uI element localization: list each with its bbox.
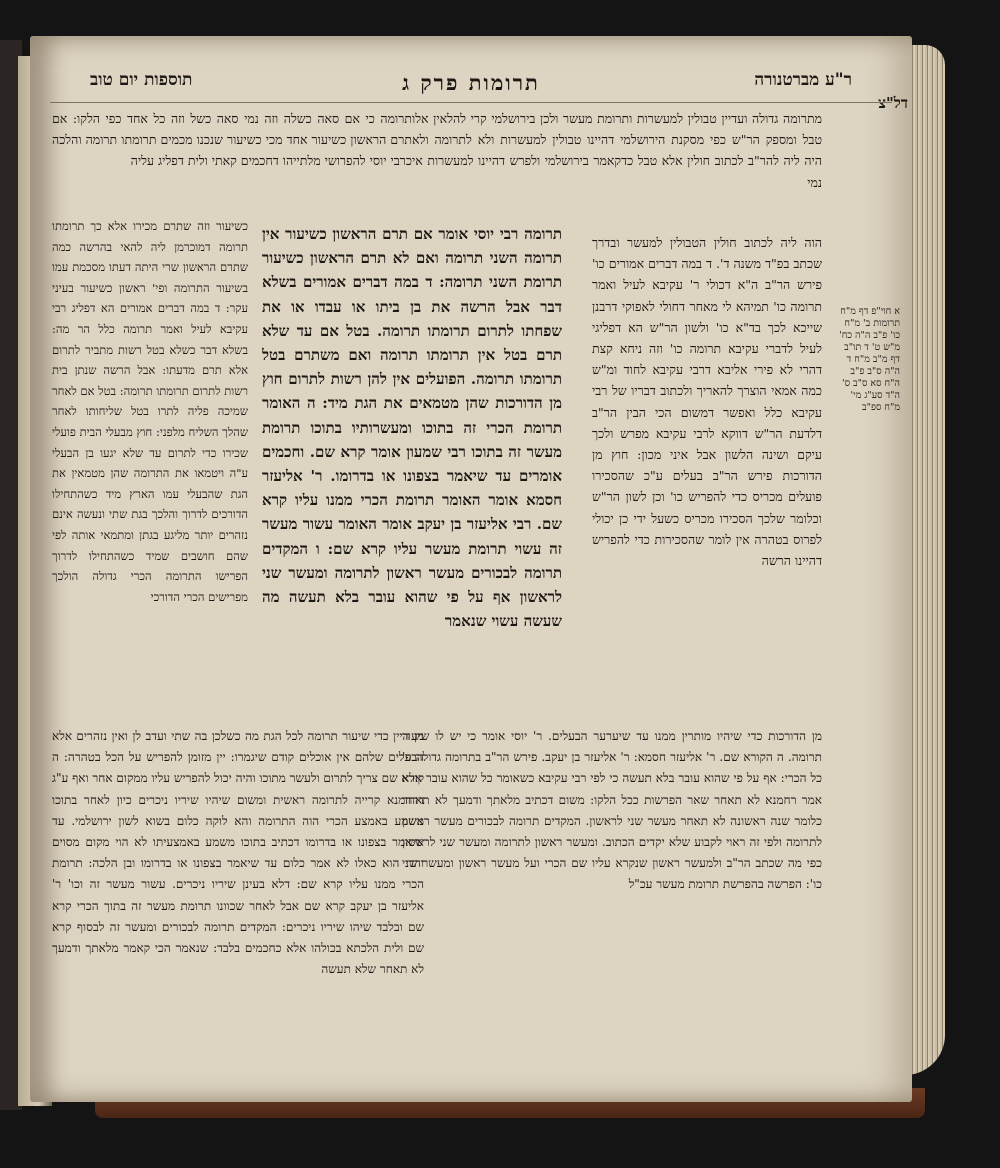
marginal-references: א חוי"פ דף מ"ח תרומות ב' מ"ח כו' פ"ב ה"ה כח' מ"ש ט' ד תו"ב דף מ"ב מ"ח ד ה"ה ס"ב פ"ב ה"ח סא ס"ב ס' ה"ד סע"ג מי' מ"ח ספ"ב [839,306,900,413]
bartenura-top-block: מתרומה גדולה ועדיין טבולין למעשרות ותרומת מעשר ולכן בירושלמי קרי להלאין אלו טבל ומספק הר"ש כפי מסקנת הירושלמי דהיינו טבולין למעשרות ולא לתרומה ולא היה ליה להר"ב לכתוב חולין אלא טבל כדקאמר בירושלמי ולפרש דהיינו למעשרות אי נמי [412,111,822,190]
bartenura-bottom-block: מן הדורכות כדי שיהיו מותרין ממנו עד שיערער הבעלים. ר' יוסי אומר כי יש לו שיעור תרומה. ה הקורא שם. ר' אליעזר חסמא: ר' אליעזר בן יעקב. פירש הר"ב בתרומה גדולה פ' כל הכרי: אף על פי שהוא עובר בלא תעשה כי לפי רבי עקיבא כשאומר כל שהוא עובר אלא אמר רחמנא לא תאחר שאר הפרשות ככל הלקו: משום דכתיב מלאתך ודמעך לא תאחר כלומר שנה ראשונה לא תאחר מעשר שני לראשון. המקדים תרומה לבכורים מעשר ראשון לתרומה ולפי זה ראוי לקבוע שלא יקדים הכתוב. ומעשר ראשון לתרומה ומעשר שני לראשון כפי מה שכתב הר"ב ולמעשר ראשון שנקרא עליו שם הכרי ועל מעשר ראשון ומעשר שני כו': הפרשה בהפרשת תרומת מעשר עכ"ל [402,729,822,892]
header-rule [50,102,892,103]
header-commentary-right: ר"ע מברטנורה [754,70,852,90]
mishna-main-text: תרומה רבי יוסי אומר אם תרם הראשון כשיעור אין תרומה השני תרומה ואם לא תרם הראשון כשיעור תרומת השני תרומה: ד במה דברים אמורים בשלא דבר אבל הרשה את בן ביתו או עבדו או את שפחתו לתרום תרומתו תרומה. בטל אם עד שלא תרם בטל אין תרומתו תרומה ואם משתרם בטל תרומתו תרומה. הפועלים אין להן רשות לתרום חוץ מן הדורכות שהן מטמאים את הגת מיד: ה האומר תרומת הכרי זה בתוכו ומעשרותיו בתוכו תרומת מעשר זה בתוכו רבי שמעון אומר קרא שם. וחכמים אומרים עד שיאמר בצפונו או בדרומו. ר' אליעזר חסמא אומר האומר תרומת הכרי ממנו עליו קרא שם. רבי אליעזר בן יעקב אומר האומר עשור מעשר זה עשוי תרומת מעשר עליו קרא שם: ו המקדים תרומה לבכורים מעשר ראשון לתרומה ומעשר שני לראשון אף על פי שהוא עובר בלא תעשה מה שעשה עשוי שנאמר [262,225,562,631]
talmud-page [30,36,912,1102]
tosafot-top-block: תרומה כי אם סאה כשלה וזה נמי סאה כשל וזה כל אחד כפי הלקו: אם תרם הראשון כשיעור אחד מכי כשיעור שנכנו מכמים תרומתו תרומה והלכה כרבי יוסי להפרושי מלתייהו דחכמים קאתי ולית דפליג עליה [52,111,412,169]
tosafot-bottom-block: מן היין כדי שיעור תרומה לכל הגת מה כשלכן בה שתי ועדב לן ואין נזהרים אלא הבעלים שלהם אין אוכלים קודם שיגמרו: יין מזומן להפריש על הכל בטהרה: ה קורא שם צריך לתרום ולעשר מתוכו והיה יכול להפריש עליו ממקום אחר ואף ע"ג דרחמנא קרייה לתרומה ראשית ומשום שיהיו שיריו ניכרים כיון לאחר בתוכו משמע באמצע הכרי הוה התרומה והא לוקה כלום בשוא לשון ירושלמי. עד שיאמר בצפונו או בדרומו דכתיב בתוכו משמע באמצעיתו לא הוי מקום מסוים והרי הוא כאלו לא אמר כלום עד שיאמר בצפונו או בדרומו ובן הלכה: תרומת הכרי ממנו עליו קרא שם: דלא בעינן שיריו ניכרים. עשור מעשר זה וכו' ר' אליעזר בן יעקב קרא שם אבל לאחר שכוונו תרומת מעשר זה בתוך הכרי קרא שם ובלבד שיהו שיריו ניכרים: המקדים תרומה לבכורים ומעשר זה לבסוף קרא שם ולית הלכתא בכולהו אלא כחכמים בלבד: שנאמר הכי קאמר מלאתך ודמעך לא תאחר שלא תעשה [52,729,424,977]
bartenura-commentary-column: הוה ליה לכתוב חולין הטבולין למעשר ובדרך שכתב בפ"ד משנה ד'. ד במה דברים אמורים כו' פירש הר"ב ה"א דכולי ר' עקיבא לעיל ואמר תרומה כו' תמיהא לי מאחר דחולי לאפוקי דרבנן שייכא לכך בד"א כו' ולשון הר"ש הא דפליגי לעיל לדברי עקיבא תרומה כו' וזה ניחא קצת דהרי לא פירי אליבא דרבי עקיבא לחוד ומ"ש כמה אמאי הוצרך להאריך ולכתוב דבריו של רבי עקיבא כלל ואפשר דמשום הכי הבין הר"ב דלדעת הר"ש דווקא לרבי עקיבא מפרש ולכך עיקם ושינה הלשון אבל איני מכון: חוץ מן הדורכות פירש הר"ב בעלים ע"כ שהסכירו פועלים מכריס כדי להפריש כו' וכן לשון הר"ש וכלומר שלכך הסכירו מכריס כשעל ידי כן יכולי לפרוס בטהרה אין לומר שהסכירות כדי להפריש דהיינו הרשה [592,235,822,569]
header-chapter-title: תרומות פרק ג [402,70,540,95]
tosafot-commentary-column: כשיעור וזה שתרם מכירו אלא כך תרומתו תרומה דמוכרמן ליה להאי בהרשה כמה שתרם הראשון שרי היתה דעתו מסכמת עמו בשיעור התרומה ופי' ראשון כשיעור בעיני עקר: ד במה דברים אמורים הא דפליג רבי עקיבא לעיל ואמר תרומה כלל הר מה: בשלא דבר כשלא בטל רשות מתביר לתרום אלא תרם מדעתו: אבל הרשה שנתן בית רשות לתרום תרומתו תרומה: בטל אם לאחר שמיכה פליה לתרו בטל שליחותו לאחר שהלך השליח מלפני: חוץ מבעלי הבית פועלי שכירו כדי לתרום עד שלא יגעו בן הבעלי ע"ה ויטמאו את התרומה שהן מטמאין את הגת שהבעלי עמו הארץ מיד כשהתחילו הדורכים לדרוך והלכך בגת שתי ונעשה אינם נזהרים יותר מליגע בגתן ומתמאי אותה לפי שהם חושבים שמיד כשהתחילו לדרוך הפרישו התרומה הכרי גדולה הולכך מפרישים הכרי הדורכי [52,219,248,604]
folio-number: דל"צ [878,94,908,112]
header-commentary-left: תוספות יום טוב [90,70,193,90]
running-header [90,70,852,98]
